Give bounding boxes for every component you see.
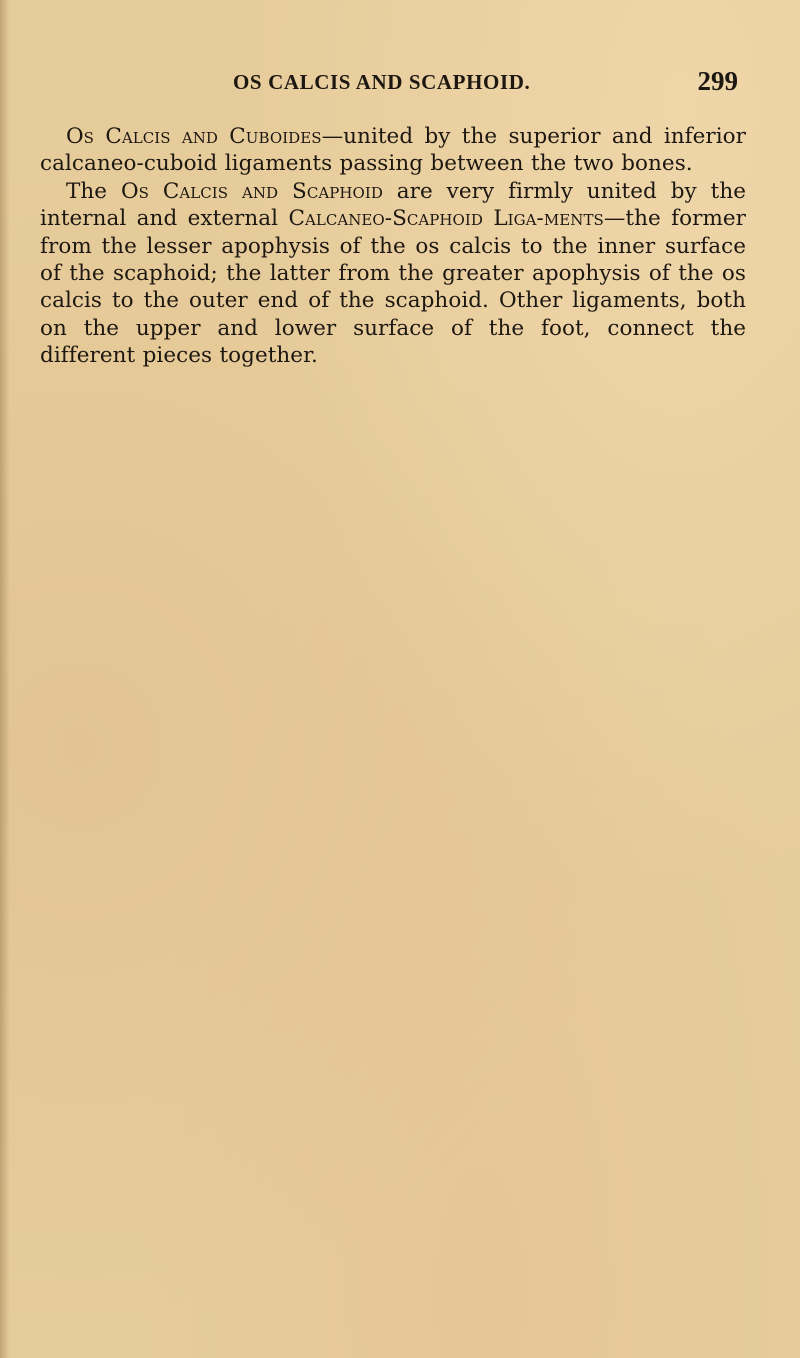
paragraph-calcis-scaphoid bbox=[40, 178, 746, 370]
page-edge-shadow bbox=[0, 0, 10, 1358]
paragraph-text: are very firmly united by the internal and external bbox=[40, 178, 746, 232]
paragraph-lead: The bbox=[66, 178, 121, 204]
paragraph-text: —united by the superior and inferior calcaneo-cuboid ligaments passing between the two bones. bbox=[40, 124, 746, 177]
paragraph-text: —the former from the lesser apophysis of the os calcis to the inner surface of the scaphoid; the latter from the greater apophysis of the os calcis to the outer end of the scaphoid. Other ligaments, both on the upper and lower surface of the foot, connect the different pieces together. bbox=[40, 206, 746, 369]
running-head bbox=[0, 66, 800, 98]
paragraph-calcis-cuboides bbox=[40, 123, 746, 178]
term-os-calcis-and-scaphoid: Os Calcis and Scaphoid bbox=[120, 178, 383, 204]
term-calcaneo-scaphoid-ligaments: Calcaneo-Scaphoid Liga-ments bbox=[288, 206, 604, 232]
term-os-calcis-and-cuboides: Os Calcis and Cuboides bbox=[66, 124, 322, 149]
page-number: 299 bbox=[697, 66, 738, 96]
running-title: OS CALCIS AND SCAPHOID. bbox=[233, 70, 531, 94]
body-text bbox=[40, 123, 746, 370]
